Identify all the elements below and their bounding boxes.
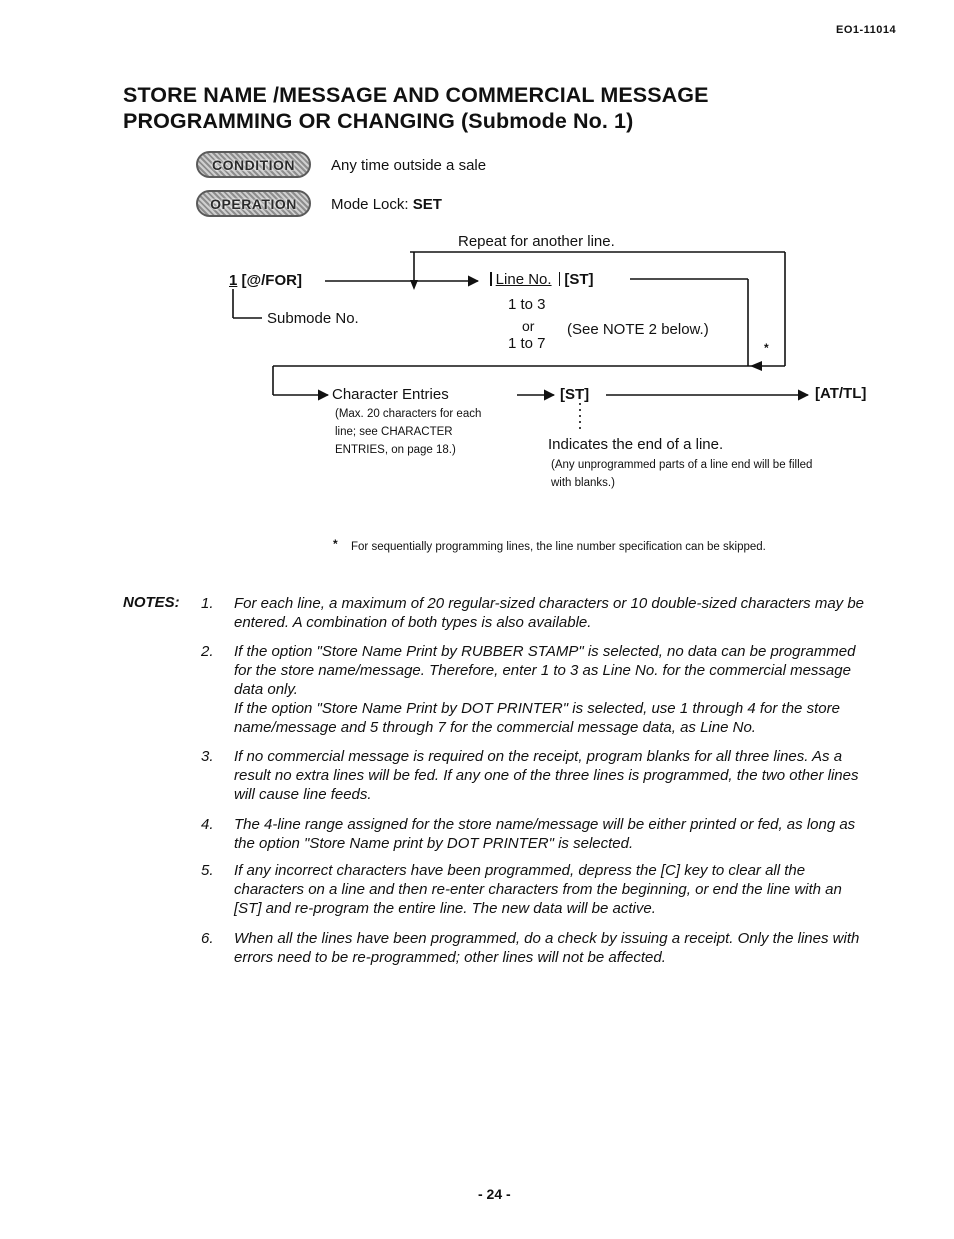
document-id: EO1-11014: [836, 24, 897, 36]
lineno-bar-right: [559, 272, 561, 286]
note-text: The 4-line range assigned for the store name/message will be either printed or fed, as long as the option "Store Name print by DOT PRINTER" is selected.: [234, 816, 856, 852]
end-of-line-note: (Any unprogrammed parts of a line end will be filled with blanks.): [551, 459, 813, 489]
lineno-entry: [490, 271, 594, 288]
character-entries-label: Character Entries: [332, 386, 449, 403]
note-text: For each line, a maximum of 20 regular-sized characters or 10 double-sized characters may be entered. A combination of both types is also available.: [234, 595, 865, 631]
title-line-1: STORE NAME /MESSAGE AND COMMERCIAL MESSAGE: [123, 83, 709, 107]
range-1-to-7: 1 to 7: [508, 335, 546, 352]
note-number: 4.: [201, 816, 214, 833]
repeat-label: Repeat for another line.: [458, 233, 615, 250]
end-of-line-label: Indicates the end of a line.: [548, 436, 724, 453]
footnote-mark: *: [333, 537, 338, 551]
attl-key: [AT/TL]: [815, 385, 867, 402]
notes-label: NOTES:: [123, 594, 180, 611]
footnote-text: For sequentially programming lines, the line number specification can be skipped.: [351, 541, 766, 553]
operation-badge-label: OPERATION: [210, 195, 297, 212]
note-number: 6.: [201, 930, 214, 947]
step1-for-key: [@/FOR]: [241, 272, 302, 289]
operation-text-value: SET: [412, 196, 442, 213]
note-number: 5.: [201, 862, 214, 879]
lineno-st-key: [ST]: [564, 271, 594, 288]
submode-label: Submode No.: [267, 310, 359, 327]
operation-text-prefix: Mode Lock:: [331, 196, 413, 213]
lineno-label: Line No.: [495, 271, 552, 288]
return-arrowhead: [750, 361, 762, 371]
see-note-2: (See NOTE 2 below.): [567, 321, 709, 338]
note-text: If the option "Store Name Print by RUBBER STAMP" is selected, no data can be programmed for the store name/message. Therefore, enter 1 to 3 as Line No. for the commercial message data only.: [234, 643, 856, 698]
lineno-bar-left: [490, 272, 492, 286]
asterisk-mark: *: [764, 341, 769, 355]
title-line-2: PROGRAMMING OR CHANGING (Submode No. 1): [123, 109, 634, 133]
range-or-text: or: [522, 318, 535, 334]
note-text: If any incorrect characters have been programmed, depress the [C] key to clear all the characters on a line and then re-enter characters from the beginning, or end the line with an [ST] and re-program the entire line. The new data will be active.: [234, 862, 842, 917]
note-number: 3.: [201, 748, 214, 765]
condition-text: Any time outside a sale: [331, 157, 487, 174]
step1-number: 1: [229, 272, 238, 289]
page-number: - 24 -: [478, 1186, 511, 1202]
repeat-loop-arrowhead: [410, 280, 418, 290]
note-text: If no commercial message is required on the receipt, program blanks for all three lines. As a result no extra lines will be fed. If any one of the three lines is programmed, the two other lines will cause line feeds.: [234, 748, 859, 803]
st-key-2: [ST]: [560, 386, 590, 403]
step1-key: [229, 272, 302, 289]
condition-badge-label: CONDITION: [211, 156, 296, 173]
note-number: 1.: [201, 595, 214, 612]
note-number: 2.: [201, 643, 214, 660]
note-text: When all the lines have been programmed, do a check by issuing a receipt. Only the lines with errors need to be re-programmed; other lines will not be affected.: [234, 930, 860, 966]
character-entries-note: (Max. 20 characters for each line; see CHARACTER ENTRIES, on page 18.): [335, 408, 482, 456]
note-text-continued: If the option "Store Name Print by DOT PRINTER" is selected, use 1 through 4 for the store name/message and 5 through 7 for the commercial message data, as Line No.: [234, 700, 840, 736]
range-1-to-3: 1 to 3: [508, 296, 546, 313]
